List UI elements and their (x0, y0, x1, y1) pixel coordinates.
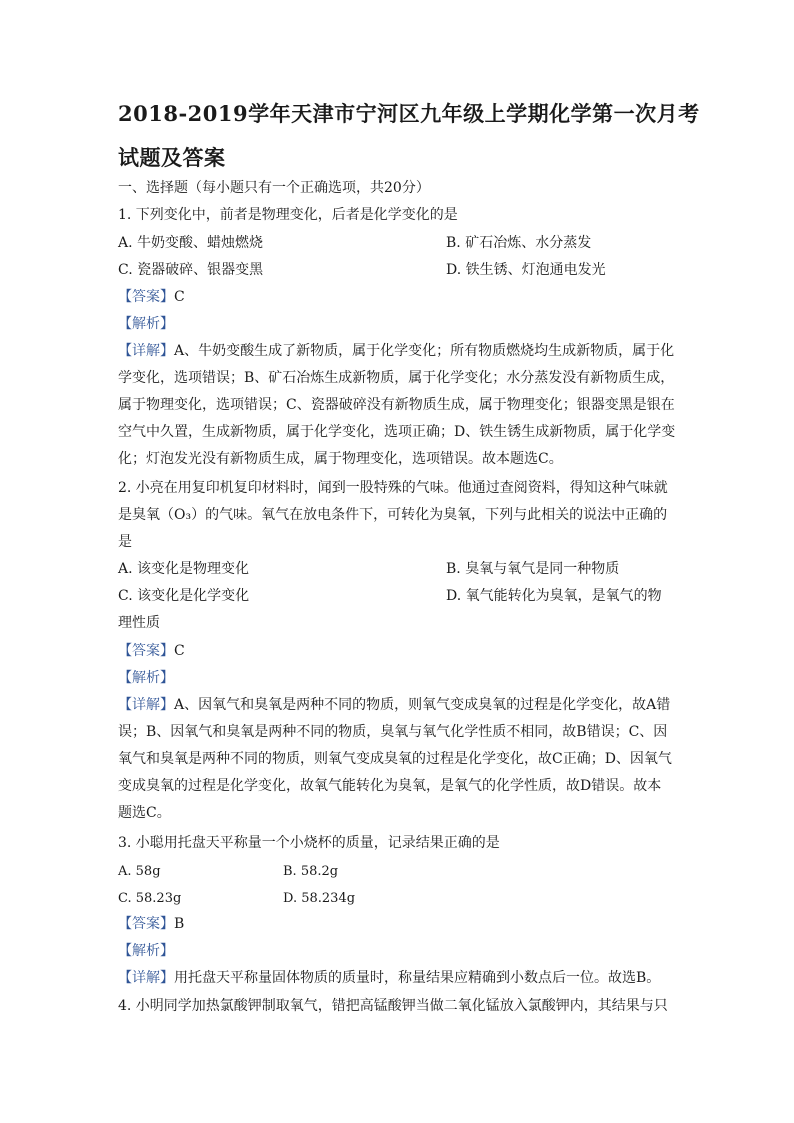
q1-detail-line: 化；灯泡发光没有新物质生成，属于物理变化，选项错误。故本题选C。 (118, 451, 563, 467)
q1-detail-line: 【详解】A、牛奶变酸生成了新物质，属于化学变化；所有物质燃烧均生成新物质，属于化 (118, 343, 675, 359)
q2-option-c: C. 该变化是化学变化 (118, 588, 250, 604)
detail-label: 【详解】 (118, 343, 174, 359)
q1-detail-line: 学变化，选项错误；B、矿石冶炼生成新物质，属于化学变化；水分蒸发没有新物质生成， (118, 370, 675, 386)
q2-analysis (118, 670, 174, 686)
q2-stem-line: 是 (118, 534, 132, 550)
q3-option-a: A. 58g (118, 864, 161, 879)
q2-detail-line: 【详解】A、因氧气和臭氧是两种不同的物质，则氧气变成臭氧的过程是化学变化，故A错 (118, 697, 671, 713)
q2-option-d: D. 氧气能转化为臭氧，是氧气的物 (446, 588, 662, 604)
q3-stem: 3. 小聪用托盘天平称量一个小烧杯的质量，记录结果正确的是 (118, 835, 500, 851)
q2-option-a: A. 该变化是物理变化 (118, 561, 250, 577)
q3-option-c: C. 58.23g (118, 891, 182, 906)
analysis-label: 【解析】 (118, 670, 174, 686)
q3-detail-line: 【详解】用托盘天平称量固体物质的质量时，称量结果应精确到小数点后一位。故选B。 (118, 970, 661, 986)
q2-detail-line: 变成臭氧的过程是化学变化，故氧气能转化为臭氧，是氧气的化学性质，故D错误。故本 (118, 778, 662, 794)
q2-answer-value: C (174, 643, 185, 659)
q1-detail-line: 空气中久置，生成新物质，属于化学变化，选项正确；D、铁生锈生成新物质，属于化学变 (118, 424, 676, 440)
document-title-line2: 试题及答案 (118, 145, 226, 170)
section-heading: 一、选择题（每小题只有一个正确选项，共20分） (118, 180, 430, 196)
q2-stem-line: 2. 小亮在用复印机复印材料时，闻到一股特殊的气味。他通过查阅资料，得知这种气味就 (118, 480, 668, 496)
q2-answer (118, 643, 185, 659)
q3-option-b: B. 58.2g (283, 864, 339, 879)
q1-option-b: B. 矿石冶炼、水分蒸发 (446, 235, 592, 251)
q3-analysis (118, 943, 174, 959)
q1-detail-line: 属于物理变化，选项错误；C、瓷器破碎没有新物质生成，属于物理变化；银器变黑是银在 (118, 397, 675, 413)
detail-label: 【详解】 (118, 697, 174, 713)
answer-label: 【答案】 (118, 643, 174, 659)
q2-detail-line: 题选C。 (118, 805, 171, 821)
q1-option-d: D. 铁生锈、灯泡通电发光 (446, 262, 606, 278)
q1-answer-value: C (174, 289, 185, 305)
analysis-label: 【解析】 (118, 943, 174, 959)
q2-detail-line: 误；B、因氧气和臭氧是两种不同的物质，臭氧与氧气化学性质不相同，故B错误；C、因 (118, 724, 668, 740)
q3-answer-value: B (174, 916, 185, 932)
q3-option-d: D. 58.234g (283, 891, 356, 906)
answer-label: 【答案】 (118, 289, 174, 305)
q1-option-a: A. 牛奶变酸、蜡烛燃烧 (118, 235, 264, 251)
document-title-line1: 2018-2019学年天津市宁河区九年级上学期化学第一次月考 (118, 101, 700, 126)
q2-detail-line: 氧气和臭氧是两种不同的物质，则氧气变成臭氧的过程是化学变化，故C正确；D、因氧气 (118, 751, 672, 767)
q3-answer (118, 916, 184, 932)
q2-option-d-cont: 理性质 (118, 615, 160, 631)
answer-label: 【答案】 (118, 916, 174, 932)
q1-analysis (118, 316, 174, 332)
q4-stem: 4. 小明同学加热氯酸钾制取氧气，错把高锰酸钾当做二氧化锰放入氯酸钾内，其结果与只 (118, 998, 668, 1014)
analysis-label: 【解析】 (118, 316, 174, 332)
q1-option-c: C. 瓷器破碎、银器变黑 (118, 262, 264, 278)
q2-option-b: B. 臭氧与氧气是同一种物质 (446, 561, 620, 577)
q2-stem-line: 是臭氧（O₃）的气味。氧气在放电条件下，可转化为臭氧，下列与此相关的说法中正确的 (118, 507, 668, 523)
q1-stem: 1. 下列变化中，前者是物理变化，后者是化学变化的是 (118, 207, 458, 223)
q1-answer (118, 289, 185, 305)
detail-label: 【详解】 (118, 970, 174, 986)
